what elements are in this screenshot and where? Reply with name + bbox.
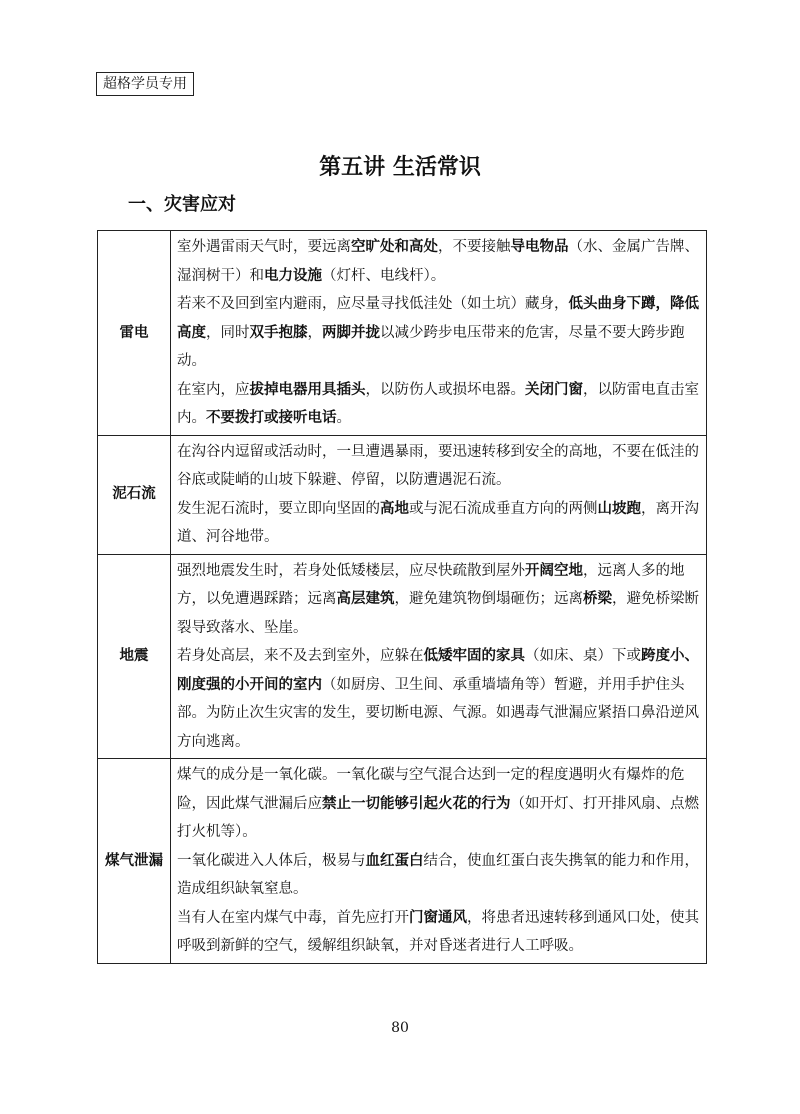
row-content: [171, 231, 707, 436]
emphasis-text: 低矮牢固的家具: [423, 648, 525, 664]
body-text: ，避免建筑物倒塌砸伤；远离: [394, 591, 583, 607]
body-text: 或与泥石流成垂直方向的两侧: [409, 500, 598, 517]
body-text: 煤气的成分是一氧化碳。一氧化碳与空气混合达到一定的程度遇明火有爆炸的危险，因此煤气泄漏后应: [177, 767, 685, 812]
body-text: ，不要接触: [438, 239, 511, 255]
body-text: 若来不及回到室内避雨，应尽量寻找低洼处（如土坑）藏身，: [177, 296, 569, 312]
body-text: （如开灯、打开排风扇、点燃打火机等）。: [177, 795, 699, 840]
body-text: 在沟谷内逗留或活动时，一旦遭遇暴雨，要迅速转移到安全的高地，不要在低洼的谷底或陡峭的山坡下躲避、停留，以防遭遇泥石流。: [177, 443, 699, 488]
emphasis-text: 血红蛋白: [365, 852, 424, 869]
content-paragraph: [177, 376, 700, 433]
table-row: [98, 435, 707, 554]
content-paragraph: [177, 438, 700, 495]
row-category: 煤气泄漏: [98, 759, 171, 964]
row-category: 地震: [98, 554, 171, 759]
body-text: （灯杆、电线杆）。: [322, 267, 446, 284]
body-text: 强烈地震发生时，若身处低矮楼层，应尽快疏散到屋外: [177, 562, 525, 579]
body-text: 发生泥石流时，要立即向坚固的: [177, 500, 380, 517]
body-text: 当有人在室内煤气中毒，首先应打开: [177, 909, 409, 926]
content-paragraph: [177, 233, 700, 290]
row-content: [171, 759, 707, 964]
row-content: [171, 435, 707, 554]
emphasis-text: 门窗通风: [409, 909, 467, 926]
body-text: （如床、桌）下或: [525, 648, 641, 664]
emphasis-text: 山坡跑: [597, 500, 641, 517]
row-category: 泥石流: [98, 435, 171, 554]
body-text: 以减少跨步电压带来的危害，尽量不要大跨步跑动。: [177, 324, 685, 369]
emphasis-text: 电力设施: [264, 267, 322, 284]
page-title: 第五讲 生活常识: [319, 155, 481, 180]
body-text: 室外遇雷雨天气时，要远离: [177, 239, 351, 255]
content-paragraph: [177, 642, 700, 756]
emphasis-text: 低头曲身下蹲，降低高度: [177, 296, 699, 341]
body-text: ，将患者迅速转移到通风口处，使其呼吸到新鲜的空气，缓解组织缺氧，并对昏迷者进行人工呼吸。: [177, 909, 699, 954]
page-number: 80: [391, 1020, 409, 1036]
emphasis-text: 双手抱膝: [249, 324, 308, 341]
content-paragraph: [177, 495, 700, 552]
disaster-table: [97, 230, 707, 964]
content-paragraph: [177, 290, 700, 376]
body-text: （如厨房、卫生间、承重墙墙角等）暂避，并用手护住头部。为防止次生灾害的发生，要切断电源、气源。如遇毒气泄漏应紧捂口鼻沿逆风方向逃离。: [177, 676, 699, 750]
row-category: 雷电: [98, 231, 171, 436]
row-content: [171, 554, 707, 759]
body-text: 。: [336, 410, 351, 426]
emphasis-text: 不要拨打或接听电话: [206, 410, 337, 426]
body-text: ，远离人多的地方，以免遭遇踩踏；远离: [177, 562, 685, 607]
content-paragraph: [177, 557, 700, 643]
emphasis-text: 导电物品: [510, 239, 569, 255]
content-paragraph: [177, 761, 700, 847]
emphasis-text: 两脚并拢: [322, 324, 380, 341]
emphasis-text: 桥梁: [583, 591, 612, 607]
emphasis-text: 拔掉电器用具插头: [249, 381, 366, 398]
content-paragraph: [177, 904, 700, 961]
body-text: 若身处高层，来不及去到室外，应躲在: [177, 648, 424, 664]
emphasis-text: 高地: [380, 500, 409, 517]
body-text: 在室内，应: [177, 381, 250, 398]
body-text: ，以防雷电直击室内。: [177, 381, 699, 426]
content-paragraph: [177, 847, 700, 904]
body-text: ，同时: [206, 324, 250, 341]
body-text: ，: [307, 324, 322, 341]
body-text: ，避免桥梁断裂导致落水、坠崖。: [177, 591, 699, 636]
table-row: [98, 759, 707, 964]
body-text: ，以防伤人或损坏电器。: [365, 381, 525, 398]
emphasis-text: 跨度小、刚度强的小开间的室内: [177, 648, 699, 693]
body-text: 结合，使血红蛋白丧失携氧的能力和作用，造成组织缺氧窒息。: [177, 852, 699, 897]
emphasis-text: 关闭门窗: [525, 381, 583, 398]
header-tag: 超格学员专用: [96, 72, 194, 96]
body-text: 一氧化碳进入人体后，极易与: [177, 852, 366, 869]
table-row: [98, 231, 707, 436]
emphasis-text: 高层建筑: [336, 591, 395, 607]
body-text: ，离开沟道、河谷地带。: [177, 500, 699, 545]
body-text: （水、金属广告牌、湿润树干）和: [177, 239, 699, 284]
table-row: [98, 554, 707, 759]
section-heading: 一、灾害应对: [128, 194, 236, 215]
emphasis-text: 禁止一切能够引起火花的行为: [322, 795, 511, 812]
emphasis-text: 开阔空地: [525, 562, 583, 579]
emphasis-text: 空旷处和高处: [351, 239, 438, 255]
